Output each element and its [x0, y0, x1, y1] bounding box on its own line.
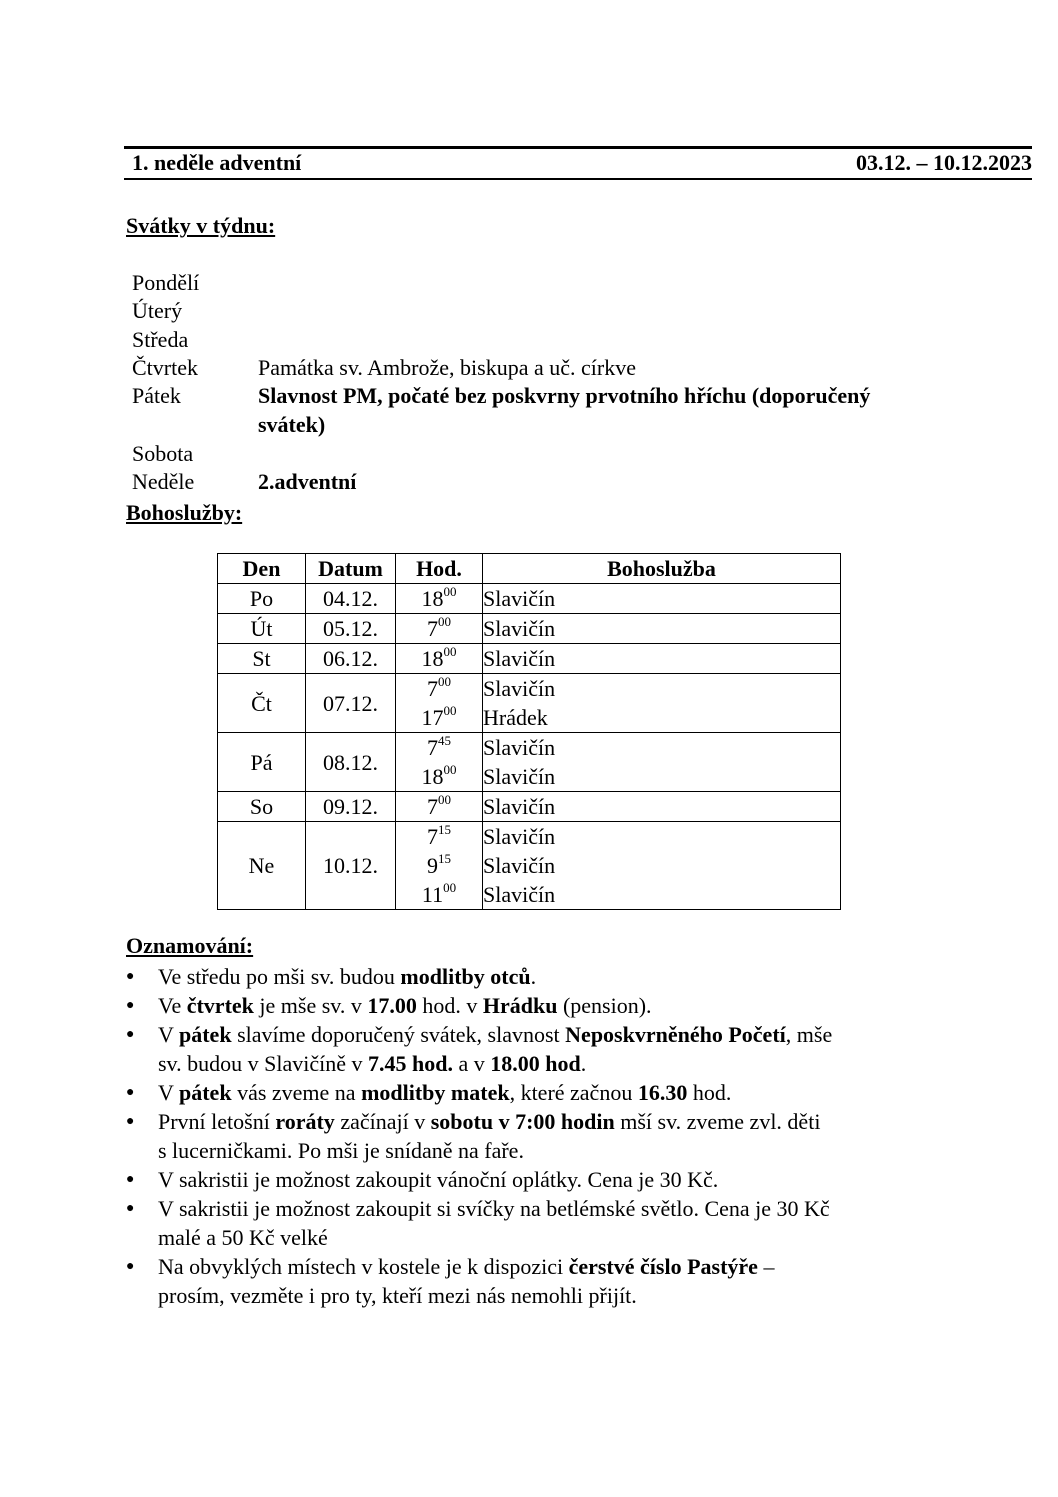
cell-day: Út: [218, 614, 306, 644]
cell-service: [483, 822, 841, 910]
column-header-hour: Hod.: [396, 554, 483, 584]
service-time: $7^{15}$: [427, 821, 451, 849]
service-time: $7^{00}$: [427, 791, 451, 819]
service-time: $11^{00}$: [421, 879, 457, 907]
cell-day: St: [218, 644, 306, 674]
service-place: Slavičín: [483, 824, 556, 849]
feast-day-tuesday: Úterý: [132, 298, 183, 323]
list-item: ● V pátek vás zveme na modlitby matek, které začnou 16.30 hod.: [126, 1080, 732, 1105]
feast-day-sunday: Neděle: [132, 469, 195, 494]
column-header-day: Den: [218, 554, 306, 584]
service-place: Slavičín: [483, 882, 556, 907]
cell-service: [483, 674, 841, 733]
bullet-icon: ●: [126, 969, 135, 984]
feast-friday-line1: Slavnost PM, počaté bez poskvrny prvotního hříchu (doporučený: [258, 383, 871, 408]
cell-hours: [396, 733, 483, 792]
service-place: Slavičín: [483, 646, 556, 671]
service-time: $7^{45}$: [427, 732, 451, 760]
feast-day-wednesday: Středa: [132, 327, 189, 352]
list-item: ● Na obvyklých místech v kostele je k dispozici čerstvé číslo Pastýře – prosím, vezměte i pro ty, kteří mezi nás nemohli přijít.: [126, 1254, 775, 1308]
cell-date: 05.12.: [306, 614, 396, 644]
services-heading: Bohoslužby:: [126, 500, 243, 525]
cell-hours: [396, 792, 483, 822]
service-place: Slavičín: [483, 586, 556, 611]
cell-date: 06.12.: [306, 644, 396, 674]
cell-service: [483, 644, 841, 674]
service-place: Slavičín: [483, 676, 556, 701]
cell-hours: [396, 584, 483, 614]
cell-service: [483, 584, 841, 614]
feast-thursday: Památka sv. Ambrože, biskupa a uč. církve: [258, 355, 636, 380]
service-place: Slavičín: [483, 853, 556, 878]
table-header-row: [218, 554, 841, 584]
cell-day: Ne: [218, 822, 306, 910]
table-row: [218, 584, 841, 614]
service-time: $17^{00}$: [421, 702, 457, 730]
services-table: [217, 553, 841, 910]
cell-hours: [396, 674, 483, 733]
feast-day-saturday: Sobota: [132, 441, 194, 466]
feast-day-monday: Pondělí: [132, 270, 200, 295]
cell-service: [483, 792, 841, 822]
list-item: ● V pátek slavíme doporučený svátek, slavnost Neposkvrněného Početí, mše sv. budou v Slavičíně v 7.45 hod. a v 18.00 hod.: [126, 1022, 833, 1076]
table-row: [218, 792, 841, 822]
bullet-icon: ●: [126, 998, 135, 1013]
cell-day: So: [218, 792, 306, 822]
cell-date: 09.12.: [306, 792, 396, 822]
cell-hours: [396, 822, 483, 910]
bullet-icon: ●: [126, 1201, 135, 1216]
header-bottom-rule: [124, 178, 1032, 180]
bullet-icon: ●: [126, 1085, 135, 1100]
cell-date: 10.12.: [306, 822, 396, 910]
notices-heading: Oznamování:: [126, 933, 254, 958]
table-row: [218, 733, 841, 792]
feasts-heading: Svátky v týdnu:: [126, 213, 276, 238]
feast-day-thursday: Čtvrtek: [132, 355, 198, 380]
service-time: $18^{00}$: [421, 643, 457, 671]
cell-service: [483, 614, 841, 644]
service-time: $7^{00}$: [427, 673, 451, 701]
service-time: $18^{00}$: [421, 583, 457, 611]
feast-sunday: 2.adventní: [258, 469, 357, 494]
bullet-icon: ●: [126, 1027, 135, 1042]
cell-date: 07.12.: [306, 674, 396, 733]
service-time: $7^{00}$: [427, 613, 451, 641]
services-table-body: [218, 584, 841, 910]
service-place: Slavičín: [483, 794, 556, 819]
service-place: Hrádek: [483, 705, 548, 730]
list-item: ● První letošní roráty začínají v sobotu v 7:00 hodin mší sv. zveme zvl. děti s lucerničkami. Po mši je snídaně na faře.: [126, 1109, 821, 1163]
column-header-service: Bohoslužba: [483, 554, 841, 584]
week-title: 1. neděle adventní: [132, 150, 302, 175]
table-row: [218, 822, 841, 910]
table-row: [218, 644, 841, 674]
list-item: ● V sakristii je možnost zakoupit si svíčky na betlémské světlo. Cena je 30 Kč malé a 50 Kč velké: [126, 1196, 830, 1250]
list-item: ● V sakristii je možnost zakoupit vánoční oplátky. Cena je 30 Kč.: [126, 1167, 719, 1192]
table-row: [218, 614, 841, 644]
service-place: Slavičín: [483, 735, 556, 760]
cell-date: 08.12.: [306, 733, 396, 792]
column-header-date: Datum: [306, 554, 396, 584]
bullet-icon: ●: [126, 1114, 135, 1129]
cell-day: Po: [218, 584, 306, 614]
feast-day-friday: Pátek: [132, 383, 181, 408]
service-time: $9^{15}$: [427, 850, 451, 878]
cell-hours: [396, 644, 483, 674]
date-range: 03.12. – 10.12.2023: [856, 150, 1032, 175]
notices-list: [126, 962, 946, 1310]
list-item: ● Ve středu po mši sv. budou modlitby otců.: [126, 964, 537, 989]
cell-day: Pá: [218, 733, 306, 792]
bullet-icon: ●: [126, 1172, 135, 1187]
cell-day: Čt: [218, 674, 306, 733]
table-row: [218, 674, 841, 733]
service-place: Slavičín: [483, 616, 556, 641]
list-item: ● Ve čtvrtek je mše sv. v 17.00 hod. v Hrádku (pension).: [126, 993, 652, 1018]
cell-date: 04.12.: [306, 584, 396, 614]
service-place: Slavičín: [483, 764, 556, 789]
feast-friday-line2: svátek): [258, 412, 326, 437]
bullet-icon: ●: [126, 1259, 135, 1274]
cell-service: [483, 733, 841, 792]
cell-hours: [396, 614, 483, 644]
header-top-rule: [124, 146, 1032, 149]
service-time: $18^{00}$: [421, 761, 457, 789]
